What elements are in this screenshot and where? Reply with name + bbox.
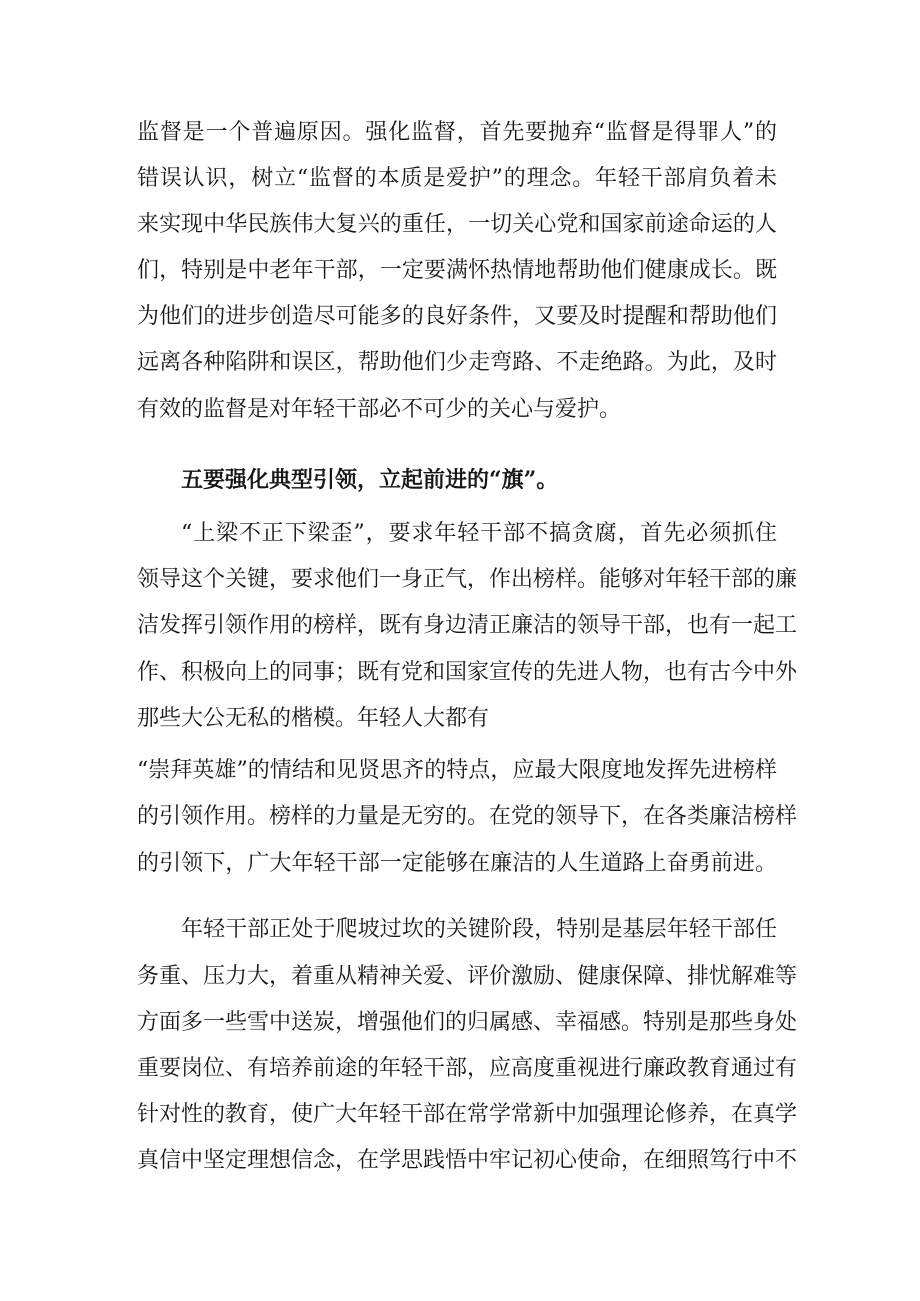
text-line: 方面多一些雪中送炭，增强他们的归属感、幸福感。特别是那些身处 [137, 1010, 798, 1035]
text-line: 来实现中华民族伟大复兴的重任，一切关心党和国家前途命运的人 [137, 212, 777, 237]
text-line: “上梁不正下梁歪”，要求年轻干部不搞贪腐，首先必须抓住 [181, 521, 777, 546]
text-line: 领导这个关键，要求他们一身正气，作出榜样。能够对年轻干部的廉 [137, 567, 798, 592]
text-line: 错误认识，树立“监督的本质是爱护”的理念。年轻干部肩负着未 [137, 166, 777, 191]
text-line: 洁发挥引领作用的榜样，既有身边清正廉洁的领导干部，也有一起工 [137, 613, 798, 638]
text-line: 远离各种陷阱和误区，帮助他们少走弯路、不走绝路。为此，及时 [137, 350, 777, 375]
text-line: 真信中坚定理想信念，在学思践悟中牢记初心使命，在细照笃行中不 [137, 1148, 798, 1173]
text-line: 们，特别是中老年干部，一定要满怀热情地帮助他们健康成长。既 [137, 258, 777, 283]
text-line: 为他们的进步创造尽可能多的良好条件，又要及时提醒和帮助他们 [137, 304, 777, 329]
text-line: 务重、压力大，着重从精神关爱、评价激励、健康保障、排忧解难等 [137, 964, 798, 989]
text-line: “崇拜英雄”的情结和见贤思齐的特点，应最大限度地发挥先进榜样 [137, 758, 777, 783]
text-line: 的引领作用。榜样的力量是无穷的。在党的领导下，在各类廉洁榜样 [137, 804, 798, 829]
section-heading: 五要强化典型引领，立起前进的“旗”。 [181, 467, 559, 493]
text-line: 的引领下，广大年轻干部一定能够在廉洁的人生道路上奋勇前进。 [137, 851, 777, 876]
text-line: 针对性的教育，使广大年轻干部在常学常新中加强理论修养，在真学 [137, 1102, 798, 1127]
text-line: 监督是一个普遍原因。强化监督，首先要抛弃“监督是得罪人”的 [137, 120, 777, 145]
text-line: 重要岗位、有培养前途的年轻干部，应高度重视进行廉政教育通过有 [137, 1056, 798, 1081]
text-line: 那些大公无私的楷模。年轻人大都有 [137, 706, 490, 731]
text-line: 年轻干部正处于爬坡过坎的关键阶段，特别是基层年轻干部任 [181, 917, 777, 942]
text-line: 有效的监督是对年轻干部必不可少的关心与爱护。 [137, 397, 622, 422]
text-line: 作、积极向上的同事；既有党和国家宣传的先进人物，也有古今中外 [137, 660, 798, 685]
